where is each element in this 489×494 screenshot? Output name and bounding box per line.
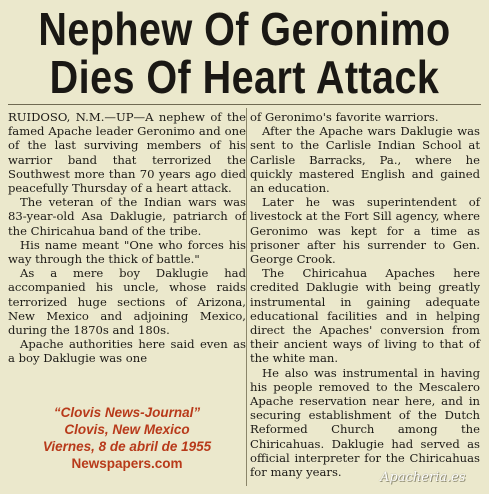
credit-date: Viernes, 8 de abril de 1955: [42, 439, 212, 454]
column1-paragraph-1: RUIDOSO, N.M.—UP—A nephew of the famed Apache leader Geronimo and one of the last surviving members of his warrior band that terrorized the Southwest more than 70 years ago died peacefully Thursday of a heart attack.: [8, 110, 246, 196]
column1-paragraph-5: Apache authorities here said even as a boy Daklugie was one: [8, 337, 246, 366]
column2-paragraph-4: The Chiricahua Apaches here credited Daklugie with being greatly instrumental in gaining adequate educational facilities and in helping direct the Apaches' conversion from their ancient ways of living to that of the white man.: [250, 266, 480, 366]
watermark-logo: Apacheria.es: [380, 470, 466, 485]
column1-paragraph-3: His name meant "One who forces his way through the thick of battle.": [8, 237, 246, 267]
article-column-2: [250, 110, 480, 479]
headline-line-1: Nephew Of Geronimo: [38, 3, 451, 55]
credit-location: Clovis, New Mexico: [64, 422, 190, 437]
column2-paragraph-2: After the Apache wars Daklugie was sent to the Carlisle Indian School at Carlisle Barracks, Pa., where he quickly mastered English and gained an education.: [250, 124, 480, 196]
column2-paragraph-1: of Geronimo's favorite warriors.: [250, 110, 439, 124]
column1-paragraph-4: As a mere boy Daklugie had accompanied his uncle, whose raids terrorized huge sections of Arizona, New Mexico and adjoining Mexico, during the 1870s and 180s.: [8, 266, 246, 338]
column1-paragraph-2: The veteran of the Indian wars was 83-year-old Asa Daklugie, patriarch of the Chiricahua band of the tribe.: [8, 195, 246, 238]
column-divider: [246, 108, 247, 486]
credit-newspaper-name: “Clovis News-Journal”: [53, 405, 201, 420]
column2-paragraph-3: Later he was superintendent of livestock at the Fort Sill agency, where Geronimo was kept for a time as prisoner after his surrender to Gen. George Crook.: [250, 195, 480, 267]
source-credit: [8, 400, 246, 472]
article-column-1: [8, 110, 246, 366]
credit-source-site: Newspapers.com: [71, 456, 183, 471]
headline-rule: [8, 104, 481, 105]
headline-line-2: Dies Of Heart Attack: [49, 51, 440, 103]
column2-paragraph-5: He also was instrumental in having his people removed to the Mescalero Apache reservation near here, and in securing establishment of the Dutch Reformed Church among the Chiricahuas. Daklugie had served as official interpreter for the Chiricahuas for many years.: [250, 365, 480, 480]
